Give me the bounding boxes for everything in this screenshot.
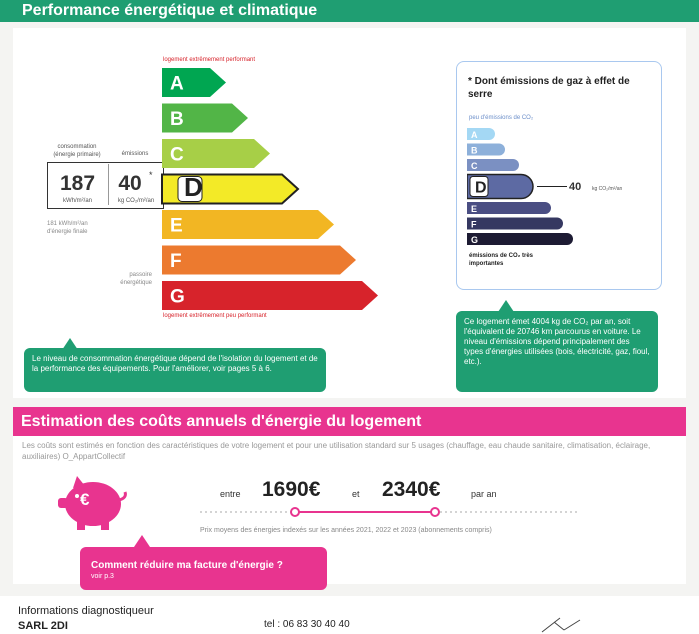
emissions-unit: kg CO₂/m²/an — [117, 198, 155, 204]
consumption-value: 187 — [59, 172, 96, 195]
ges-top-label: peu d'émissions de CO₂ — [469, 115, 534, 121]
dpe-bar-label-b: B — [170, 109, 184, 130]
dpe-bar-e — [162, 210, 334, 239]
diagnostician-company: SARL 2DI — [18, 620, 68, 632]
cost-low: 1690€ — [262, 478, 321, 501]
ges-bar-label-f: F — [471, 219, 477, 230]
ges-bar-label-b: B — [471, 145, 478, 156]
ges-bar-label-d: D — [475, 179, 487, 197]
costs-between: entre — [220, 489, 241, 499]
costs-note: Prix moyens des énergies indexés sur les années 2021, 2022 et 2023 (abonnements compris) — [200, 527, 492, 534]
ges-bar-g — [467, 233, 573, 245]
dpe-bar-g — [162, 281, 378, 310]
costs-and: et — [352, 489, 360, 499]
consumption-divider — [108, 164, 109, 205]
performance-title: Performance énergétique et climatique — [22, 2, 318, 19]
dpe-info-bubble: Le niveau de consommation énergétique dépend de l'isolation du logement et de la performance des équipements. Pour l'améliorer, voir pages 5 à 6. — [24, 348, 326, 392]
passoire-label: passoire énergétique — [120, 272, 152, 286]
consumption-unit: kWh/m²/an — [62, 198, 92, 204]
cost-range-line — [200, 504, 580, 520]
ges-bottom-label: émissions de CO₂ très importantes — [469, 253, 534, 267]
costs-title: Estimation des coûts annuels d'énergie du logement — [21, 413, 422, 430]
diagnostician-title: Informations diagnostiqueur — [18, 605, 154, 617]
reduce-bill-sub: voir p.3 — [91, 573, 114, 580]
emissions-star: * — [149, 170, 153, 180]
dpe-top-label: logement extrêmement performant — [163, 57, 256, 63]
ges-value: 40 — [569, 181, 582, 193]
dpe-bar-label-f: F — [170, 251, 182, 272]
ges-unit: kg CO₂/m²/an — [592, 186, 623, 192]
cta-pointer — [132, 535, 152, 547]
final-energy-note: 181 kWh/m²/an d'énergie finale — [47, 221, 88, 235]
ges-bar-label-g: G — [471, 235, 479, 245]
piggy-bank-icon — [55, 470, 130, 532]
dpe-bar-label-c: C — [170, 144, 184, 166]
ges-bar-f — [467, 218, 563, 230]
piggy-euro-symbol: € — [80, 490, 90, 509]
ges-bar-label-c: C — [471, 161, 478, 171]
ges-bar-e — [467, 202, 551, 214]
ges-bar-label-a: A — [471, 130, 478, 140]
dpe-bar-label-g: G — [170, 286, 185, 308]
ges-bar-label-e: E — [471, 204, 478, 214]
costs-description: Les coûts sont estimés en fonction des caractéristiques de votre logement et pour une utilisation standard sur 5 usages (chauffage, eau chaude sanitaire, climatisation, éclairage, auxiliaires) O_AppartCollectif — [22, 441, 651, 461]
diagnostician-phone: tel : 06 83 30 40 40 — [264, 619, 350, 630]
emissions-label: émissions — [121, 151, 149, 157]
dpe-bar-label-a: A — [170, 73, 184, 95]
signature-mark — [540, 614, 600, 634]
costs-header — [13, 407, 686, 436]
reduce-bill-title: Comment réduire ma facture d'énergie ? — [91, 560, 283, 571]
dpe-bottom-label: logement extrêmement peu performant — [163, 313, 267, 319]
consumption-label: consommation (énergie primaire) — [53, 144, 101, 158]
cost-high: 2340€ — [382, 478, 441, 501]
costs-per-year: par an — [471, 489, 497, 499]
emissions-value: 40 — [118, 172, 142, 195]
ges-scale — [467, 126, 657, 250]
dpe-scale — [160, 66, 390, 316]
ges-info-bubble: Ce logement émet 4004 kg de CO₂ par an, soit l'équivalent de 20746 km parcourus en voiture. Le niveau d'émissions dépend principalement des types d'énergies utilisées (bois, électricité, gaz, fioul, etc.). — [456, 311, 658, 392]
dpe-bar-label-d: D — [184, 172, 203, 202]
dpe-bar-label-e: E — [170, 215, 183, 237]
ges-title: * Dont émissions de gaz à effet de serre — [468, 76, 630, 100]
dpe-bar-f — [162, 246, 356, 275]
performance-header — [0, 0, 699, 22]
